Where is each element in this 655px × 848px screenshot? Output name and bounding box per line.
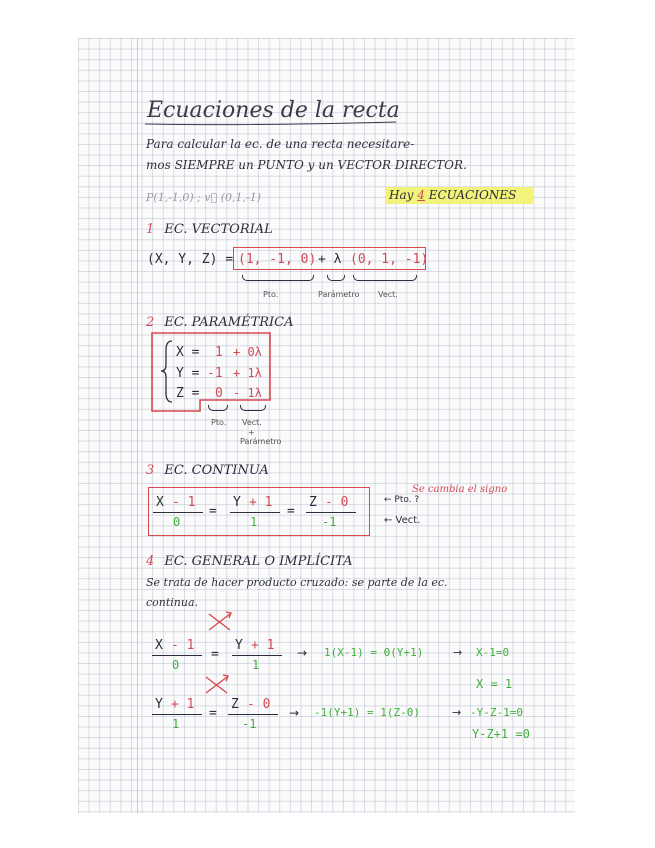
sec3-note: Se cambia el signo (412, 484, 508, 495)
sec2-pto-x: 1 (215, 345, 223, 360)
sec2-label-plus: + (248, 428, 255, 437)
sec1-brace-param (327, 275, 345, 281)
sec3-eq-1: = (209, 504, 217, 519)
sec4-r2-f2-bar (228, 714, 278, 715)
sec3-f2-pto: + 1 (249, 495, 273, 510)
sec1-plus-lambda: + λ (318, 252, 342, 267)
sec1-title: EC. VECTORIAL (164, 222, 273, 237)
sec3-f3-den: -1 (322, 515, 337, 529)
sec4-r2-eq: = (209, 706, 217, 721)
sec1-num: 1 (146, 222, 155, 237)
sec1-brace-vect (353, 275, 417, 281)
sec3-f1-var: X (156, 495, 164, 510)
grid-paper (78, 38, 575, 813)
sec4-r1-f1-bar (152, 655, 202, 656)
sec3-f1-den: 0 (173, 515, 181, 529)
intro-line-2: mos SIEMPRE un PUNTO y un VECTOR DIRECTOR. (146, 158, 467, 172)
sec4-r2-f2-pto: - 0 (247, 697, 271, 712)
sec4-num: 4 (146, 554, 155, 569)
sec3-title: EC. CONTINUA (164, 463, 269, 478)
margin-line (137, 38, 138, 813)
sec4-heading (146, 554, 353, 569)
sec2-label-param: Parámetro (240, 437, 282, 446)
sec3-f3-var: Z (309, 495, 317, 510)
sec4-r2-f1-den: 1 (172, 717, 180, 731)
sec4-r2-final: Y-Z+1 =0 (472, 727, 530, 741)
example-point-vector: P(1,-1,0) ; v⃗ (0,1,-1) (146, 191, 261, 204)
sec2-lhs-z: Z = (176, 386, 200, 401)
sec3-heading (146, 463, 269, 478)
sec4-r2-f2-den: -1 (242, 717, 257, 731)
sec3-arrow-pto: ← Pto. ? (384, 495, 420, 505)
sec1-heading (146, 222, 273, 237)
sec4-r2-result: -Y-Z-1=0 (470, 706, 523, 719)
sec4-r1-f2-var: Y (235, 638, 243, 653)
sec2-pto-y: -1 (207, 366, 223, 381)
sec4-r2-step: -1(Y+1) = 1(Z-0) (314, 706, 420, 719)
sec3-f2-den: 1 (250, 515, 258, 529)
sec1-label-param: Parámetro (318, 290, 360, 299)
sec4-r2-f1-pto: + 1 (171, 697, 195, 712)
sec4-desc-2: continua. (146, 596, 199, 609)
page-title: Ecuaciones de la recta (147, 98, 400, 123)
sec4-r1-f2-den: 1 (252, 658, 260, 672)
sec2-vec-x: + 0λ (233, 345, 262, 359)
highlight-text (389, 188, 516, 202)
sec4-r1-result: X-1=0 (476, 646, 510, 659)
sec1-brace-pto (242, 275, 314, 281)
sec4-title: EC. GENERAL O IMPLÍCITA (164, 554, 353, 569)
sec2-lhs-x: X = (176, 345, 200, 360)
intro-line-1: Para calcular la ec. de una recta necesitare- (146, 137, 415, 151)
sec2-heading (146, 315, 294, 330)
sec1-point: (1, -1, 0) (238, 252, 317, 267)
sec2-title: EC. PARAMÉTRICA (164, 315, 294, 330)
sec4-r2-arrow-1: → (289, 706, 300, 720)
sec2-vec-y: + 1λ (233, 366, 262, 380)
sec4-r2-f2-var: Z (231, 697, 239, 712)
sec2-vec-z: - 1λ (233, 386, 262, 400)
highlight-pre: Hay (389, 188, 414, 202)
sec3-f2-var: Y (233, 495, 241, 510)
sec2-brace-vect (240, 405, 266, 411)
sec3-f3-bar (306, 512, 356, 513)
sec4-r1-arrow-2: → (453, 646, 463, 659)
sec3-num: 3 (146, 463, 155, 478)
sec4-r1-step: 1(X-1) = 0(Y+1) (324, 646, 424, 659)
sec4-r2-f1-var: Y (155, 697, 163, 712)
sec3-f2-bar (230, 512, 280, 513)
sec2-num: 2 (146, 315, 155, 330)
sec4-r1-f1-pto: - 1 (171, 638, 195, 653)
sec2-label-vect: Vect. (242, 418, 262, 427)
highlight-post: ECUACIONES (428, 188, 517, 202)
sec2-label-pto: Pto. (211, 418, 227, 427)
sec3-arrow-vect: ← Vect. (384, 515, 421, 526)
sec3-f1-bar (153, 512, 203, 513)
highlight-num: 4 (417, 188, 425, 202)
sec4-r1-eq: = (211, 647, 219, 662)
sec2-lhs-y: Y = (176, 366, 200, 381)
sec3-eq-2: = (287, 504, 295, 519)
sec4-r2-arrow-2: → (452, 706, 462, 719)
sec2-brace-pto (208, 405, 228, 411)
sec2-pto-z: 0 (215, 386, 223, 401)
sec4-r1-f1-var: X (155, 638, 163, 653)
sec3-f1-pto: - 1 (172, 495, 196, 510)
sec4-r1-f1-den: 0 (172, 658, 180, 672)
sec1-label-vect: Vect. (378, 290, 398, 299)
sec1-label-pto: Pto. (263, 290, 279, 299)
sec4-r1-f2-pto: + 1 (251, 638, 275, 653)
sec4-r2-f1-bar (152, 714, 202, 715)
sec4-r1-final: X = 1 (476, 677, 513, 691)
sec1-lhs: (X, Y, Z) = (147, 252, 234, 267)
sec4-r1-arrow-1: → (297, 646, 308, 660)
sec1-vector: (0, 1, -1) (350, 252, 429, 267)
sec3-f3-pto: - 0 (325, 495, 349, 510)
sec4-desc-1: Se trata de hacer producto cruzado: se parte de la ec. (146, 576, 448, 589)
sec4-r1-f2-bar (232, 655, 282, 656)
